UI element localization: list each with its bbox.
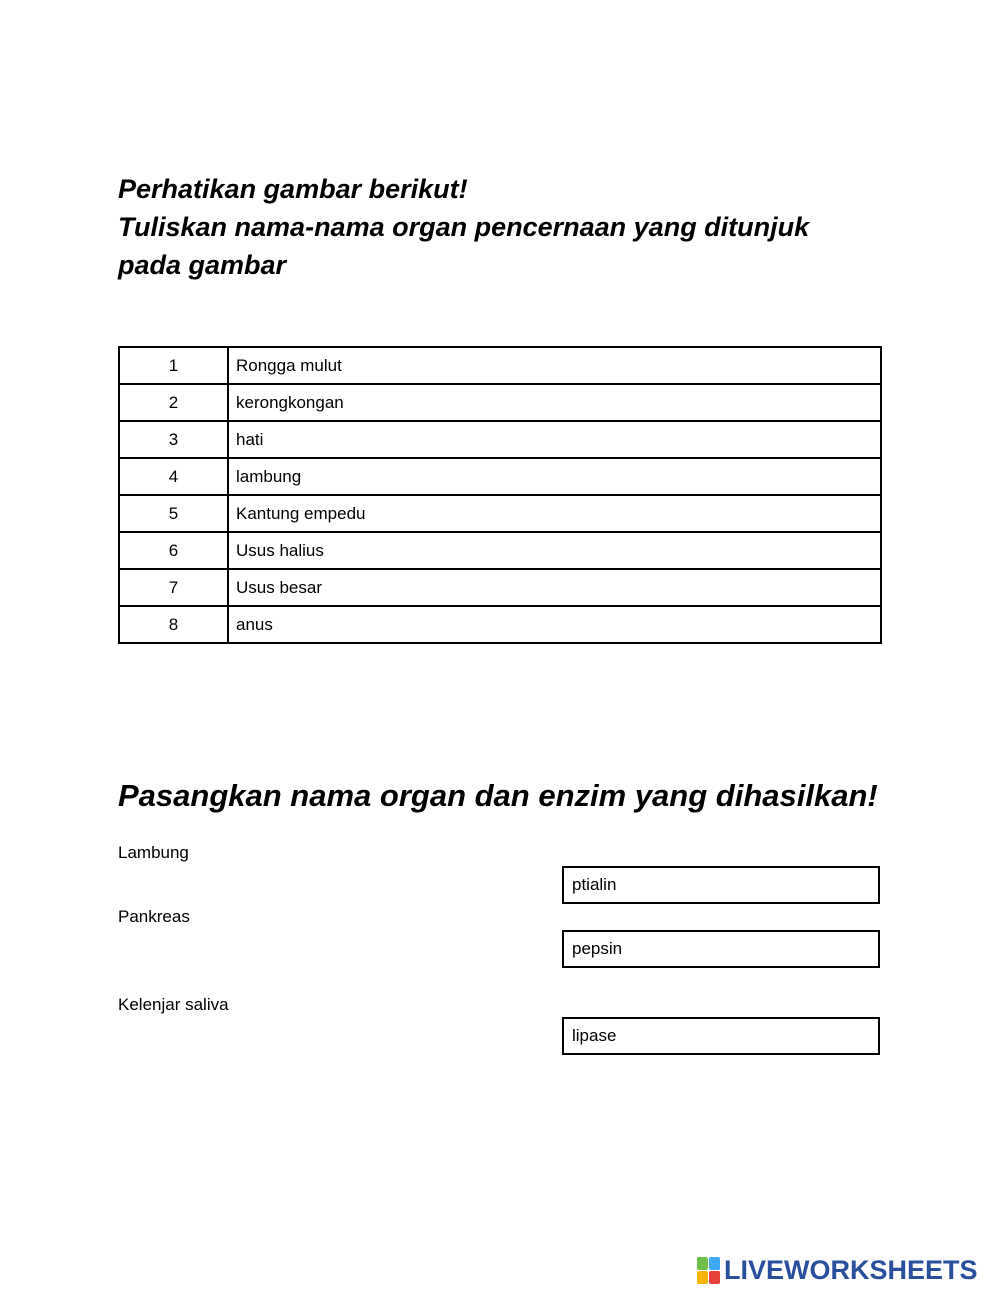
row-number: 7 bbox=[119, 569, 228, 606]
answer-field[interactable]: lambung bbox=[228, 458, 881, 495]
table-row bbox=[119, 606, 881, 643]
logo-tile bbox=[697, 1271, 708, 1284]
logo-tile bbox=[697, 1257, 708, 1270]
table-row bbox=[119, 495, 881, 532]
liveworksheets-logo bbox=[697, 1255, 978, 1285]
instruction-line-3: pada gambar bbox=[118, 250, 287, 280]
enzyme-option-pepsin[interactable]: pepsin bbox=[562, 930, 880, 968]
answer-field[interactable]: Kantung empedu bbox=[228, 495, 881, 532]
logo-tiles-icon bbox=[697, 1257, 720, 1284]
answer-field[interactable]: hati bbox=[228, 421, 881, 458]
row-number: 5 bbox=[119, 495, 228, 532]
row-number: 8 bbox=[119, 606, 228, 643]
organ-label-kelenjar-saliva: Kelenjar saliva bbox=[118, 995, 229, 1014]
table-row bbox=[119, 421, 881, 458]
answer-field[interactable]: Usus besar bbox=[228, 569, 881, 606]
table-row bbox=[119, 569, 881, 606]
instruction-line-1: Perhatikan gambar berikut! bbox=[118, 174, 468, 204]
table-row bbox=[119, 347, 881, 384]
logo-tile bbox=[709, 1257, 720, 1270]
answer-field[interactable]: Rongga mulut bbox=[228, 347, 881, 384]
row-number: 4 bbox=[119, 458, 228, 495]
row-number: 3 bbox=[119, 421, 228, 458]
instruction-line-2: Tuliskan nama-nama organ pencernaan yang ditunjuk bbox=[118, 212, 810, 242]
organ-label-pankreas: Pankreas bbox=[118, 907, 190, 926]
logo-text: LIVEWORKSHEETS bbox=[724, 1255, 978, 1285]
table-row bbox=[119, 384, 881, 421]
enzyme-option-ptialin[interactable]: ptialin bbox=[562, 866, 880, 904]
answer-field[interactable]: Usus halius bbox=[228, 532, 881, 569]
logo-tile bbox=[709, 1271, 720, 1284]
table-row bbox=[119, 532, 881, 569]
organ-label-lambung: Lambung bbox=[118, 843, 189, 862]
enzyme-option-lipase[interactable]: lipase bbox=[562, 1017, 880, 1055]
row-number: 2 bbox=[119, 384, 228, 421]
matching-title: Pasangkan nama organ dan enzim yang dihasilkan! bbox=[118, 778, 878, 813]
organ-answer-table bbox=[118, 346, 882, 644]
answer-field[interactable]: kerongkongan bbox=[228, 384, 881, 421]
row-number: 1 bbox=[119, 347, 228, 384]
table-row bbox=[119, 458, 881, 495]
row-number: 6 bbox=[119, 532, 228, 569]
answer-field[interactable]: anus bbox=[228, 606, 881, 643]
